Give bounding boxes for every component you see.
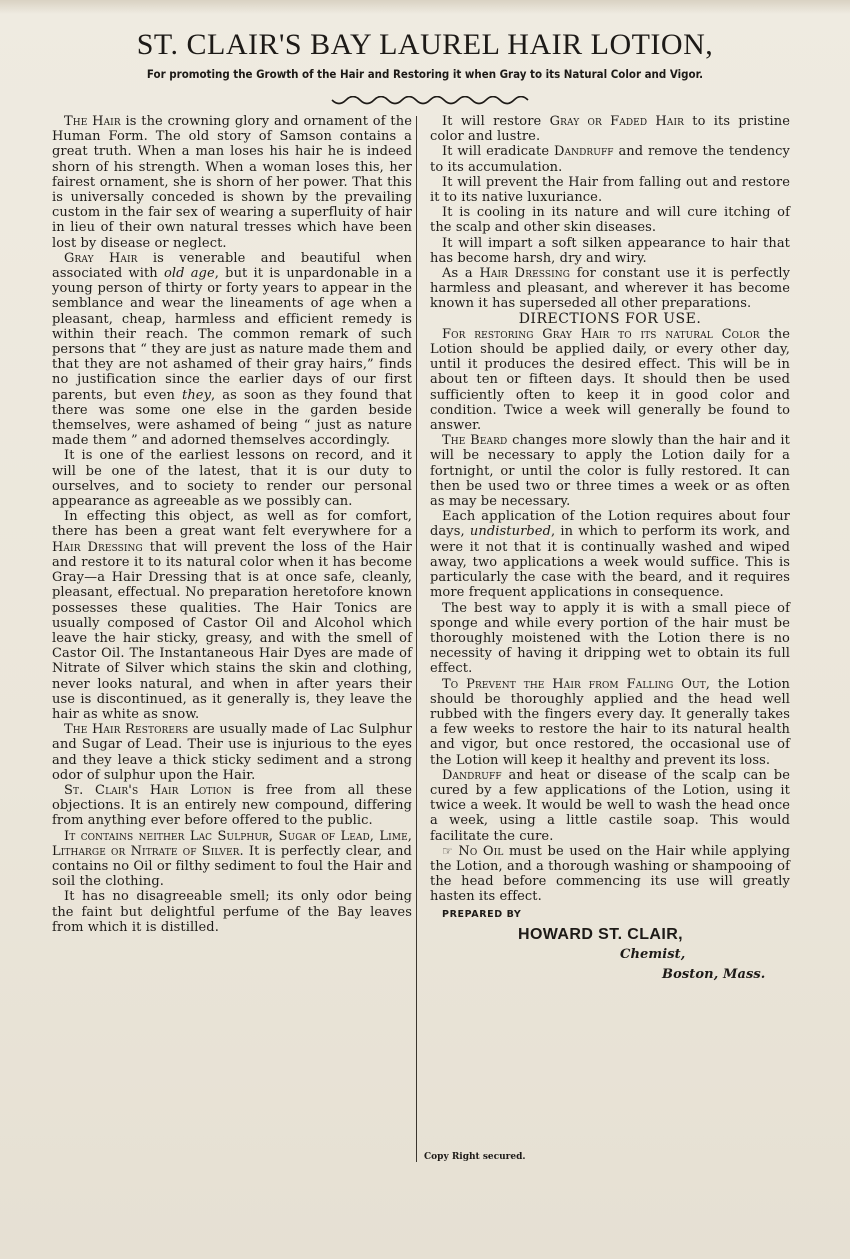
direction-gray-hair	[430, 327, 790, 433]
lead-term: Dandruff	[553, 144, 614, 160]
lead-term: The Beard	[442, 433, 508, 449]
benefit-restore-gray	[430, 114, 790, 144]
paragraph-text: As a	[442, 266, 480, 282]
paragraph-effecting-object	[52, 509, 412, 722]
paragraph-text: must be used on the Hair while applying the Lotion, and a thorough washing or shampooing of the head before commencing its use will greatly hasten its effect.	[430, 843, 790, 905]
paragraph-hair-restorers	[52, 722, 412, 783]
direction-beard	[430, 433, 790, 509]
lead-term: St. Clair's Hair Lotion	[64, 782, 232, 798]
paragraph-st-clairs-lotion	[52, 783, 412, 829]
paragraph-text: , as soon as they found that there was some one else in the garden beside themselves, were ashamed of being “ just as nature made them ” and adorned themselves accordingly.	[52, 387, 412, 449]
benefit-falling-out: It will prevent the Hair from falling out and restore it to its native luxuriance.	[430, 174, 790, 206]
paragraph-the-hair	[52, 114, 412, 251]
lead-term: No Oil	[458, 843, 504, 859]
paragraph-no-smell: It has no disagreeable smell; its only odor being the faint but delightful perfume of the Bay leaves from which it is distilled.	[52, 889, 412, 935]
lead-term: Hair Dressing	[52, 539, 143, 555]
lead-term: Gray Hair	[64, 250, 138, 266]
paragraph-text: that will prevent the loss of the Hair and restore it to its natural color when it has become Gray—a Hair Dressing that is at once safe, cleanly, pleasant, effectual. No preparation heretofore known possesses these qualities. The Hair Tonics are usually composed of Castor Oil and Alcohol which leave the hair sticky, greasy, and with the smell of Castor Oil. The Instantaneous Hair Dyes are made of Nitrate of Silver which stains the skin and clothing, never looks natural, and when in after years their use is discontinued, as it generally is, they leave the hair as white as snow.	[52, 539, 412, 722]
benefit-hair-dressing	[430, 266, 790, 312]
paragraph-text: the Lotion should be thoroughly applied and the head well rubbed with the fingers every day. It generally takes a few weeks to restore the hair to its natural health and vigor, but once restored, the occasional use of the Lotion will keep it healthy and prevent its loss.	[430, 676, 790, 768]
paragraph-text: , but it is unpardonable in a young person of thirty or forty years to appear in the semblance and wear the lineaments of age when a pleasant, cheap, harmless and efficient remedy is within their reach. The common remark of such persons that “ they are just as nature made them and that they are not ashamed of their gray hairs,” finds no justification since the earlier days of our first parents, but even	[52, 266, 412, 403]
prepared-by-label: PREPARED BY	[442, 908, 522, 920]
paragraph-text: In effecting this object, as well as for comfort, there has been a great want felt everywhere for a	[52, 509, 412, 540]
paragraph-text: is venerable and beautiful when associated with	[52, 250, 412, 282]
maker-name: HOWARD ST. CLAIR,	[518, 925, 684, 943]
benefit-dandruff	[430, 144, 790, 174]
lead-term: For restoring Gray Hair to its natural Color	[442, 326, 760, 342]
lead-term: Dandruff	[442, 767, 502, 783]
direction-sponge: The best way to apply it is with a small piece of sponge and while every portion of the hair must be thoroughly moistened with the Lotion there is no necessity of having it dripping wet to obtain its full effect.	[430, 600, 790, 677]
paragraph-contains-neither	[52, 829, 412, 890]
column-divider	[416, 116, 417, 1162]
direction-dandruff	[430, 768, 790, 844]
paragraph-text: It is perfectly clear, and contains no Oil or filthy sediment to foul the Hair and soil the clothing.	[52, 843, 412, 890]
lead-term: It contains neither Lac Sulphur, Sugar of Lead, Lime, Litharge or Nitrate of Silver.	[52, 828, 412, 859]
lead-term: The Hair	[64, 114, 121, 129]
paper-fold-shadow	[0, 0, 850, 14]
paragraph-text: is free from all these objections. It is an entirely new compound, differing from anything ever before offered to the public.	[52, 782, 412, 829]
paragraph-text: to its pristine color and lustre.	[430, 114, 790, 145]
paragraph-text: It will eradicate	[442, 144, 554, 160]
paragraph-text: Each application of the Lotion requires about four days,	[430, 509, 790, 540]
paragraph-text: for constant use it is perfectly harmless and pleasant, and wherever it has become known it has superseded all other preparations.	[430, 266, 791, 312]
page-subtitle: For promoting the Growth of the Hair and Restoring it when Gray to its Natural Color and Vigor.	[146, 68, 704, 81]
emphasis-text: old age	[163, 266, 215, 282]
left-column	[52, 114, 412, 935]
lead-term: To Prevent the Hair from Falling Out,	[442, 676, 711, 692]
paragraph-text: and remove the tendency to its accumulation.	[430, 144, 790, 175]
directions-heading: DIRECTIONS FOR USE.	[518, 310, 702, 327]
direction-no-oil	[430, 844, 790, 905]
emphasis-text: undisturbed	[469, 524, 552, 540]
paragraph-text: the Lotion should be applied daily, or every other day, until it produces the desired effect. This will be in about ten or fifteen days. It should then be used sufficiently often to keep it in good color and condition. Twice a week will generally be found to answer.	[430, 326, 791, 434]
lead-term: The Hair Restorers	[64, 722, 189, 738]
direction-falling-out	[430, 677, 790, 768]
paragraph-text: is the crowning glory and ornament of the Human Form. The old story of Samson contains a great truth. When a man loses his hair he is indeed shorn of his strength. When a woman loses this, her fairest ornament, she is shorn of her power. That this is universally conceded is shown by the prevailing custom in the fair sex of wearing a superfluity of hair in lieu of their own natural tresses which have been lost by disease or neglect.	[52, 114, 412, 251]
paragraph-gray-hair	[52, 251, 412, 449]
pointing-hand-icon: ☞	[442, 843, 453, 858]
paragraph-text: changes more slowly than the hair and it will be necessary to apply the Lotion daily for a fortnight, or until the color is fully restored. It can then be used two or three times a week or as often as may be necessary.	[430, 433, 790, 510]
page-title: ST. CLAIR'S BAY LAUREL HAIR LOTION,	[136, 28, 714, 61]
direction-application	[430, 509, 790, 600]
lead-term: Hair Dressing	[479, 266, 571, 282]
maker-signature-block	[430, 907, 790, 987]
maker-title: Chemist,	[620, 946, 686, 962]
paragraph-text: It will restore	[442, 114, 550, 129]
paragraph-text: and heat or disease of the scalp can be cured by a few applications of the Lotion, using it twice a week. It would be well to wash the head once a week, using a little castile soap. This would facilitate the cure.	[430, 767, 790, 844]
maker-city: Boston, Mass.	[662, 966, 766, 982]
benefit-cooling: It is cooling in its nature and will cure itching of the scalp and other skin diseases.	[430, 205, 790, 236]
lead-term: Gray or Faded Hair	[549, 114, 684, 129]
emphasis-text: they	[182, 387, 212, 403]
wavy-rule-icon	[330, 96, 530, 108]
paragraph-text: , in which to perform its work, and were it not that it is continually washed and wiped away, two applications a week would suffice. This is particularly the case with the beard, and it requires more frequent applications in consequence.	[430, 524, 790, 601]
benefit-silken: It will impart a soft silken appearance to hair that has become harsh, dry and wiry.	[430, 235, 790, 266]
copyright-notice: Copy Right secured.	[424, 1152, 526, 1162]
paragraph-earliest-lessons: It is one of the earliest lessons on record, and it will be one of the latest, that it is our duty to ourselves, and to society to render our personal appearance as agreeable as we possibly can.	[52, 448, 412, 510]
paragraph-text: are usually made of Lac Sulphur and Sugar of Lead. Their use is injurious to the eyes and they leave a thick sticky sediment and a strong odor of sulphur upon the Hair.	[52, 722, 413, 783]
right-column	[430, 114, 790, 987]
